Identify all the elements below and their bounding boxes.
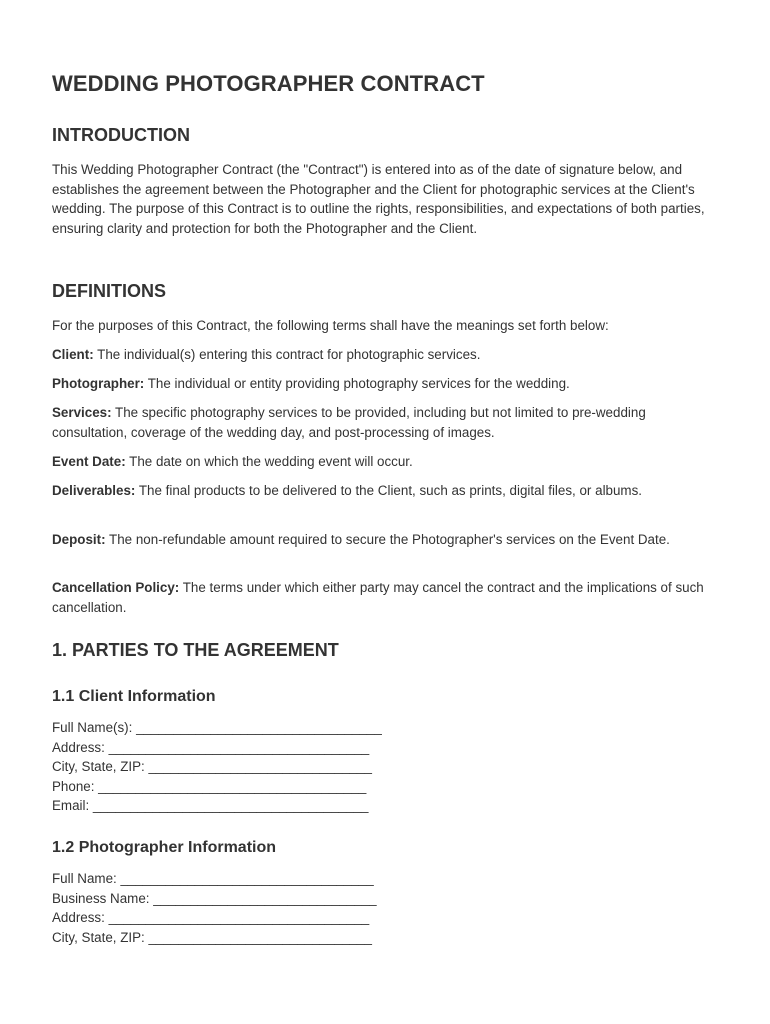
photographer-city-state-zip-field: City, State, ZIP: ______________________________ [52,930,372,945]
definition-client [52,345,720,365]
definition-photographer [52,374,720,394]
definition-text: The non-refundable amount required to secure the Photographer's services on the Event Date. [105,532,670,547]
definition-term: Services: [52,405,112,420]
document-title: WEDDING PHOTOGRAPHER CONTRACT [52,71,485,96]
definitions-heading: DEFINITIONS [52,281,167,301]
photographer-information-heading: 1.2 Photographer Information [52,839,277,856]
definitions-intro: For the purposes of this Contract, the following terms shall have the meanings set forth below: [52,318,609,333]
definition-cancellation-policy [52,578,720,617]
introduction-heading: INTRODUCTION [52,125,190,145]
definition-term: Event Date: [52,454,126,469]
client-address-field: Address: ___________________________________ [52,740,370,755]
definition-text: The specific photography services to be provided, including but not limited to pre-wedding consultation, coverage of the wedding day, and post-processing of images. [52,405,646,440]
definition-services [52,403,720,442]
definition-term: Cancellation Policy: [52,580,180,595]
photographer-address-field: Address: ___________________________________ [52,910,370,925]
definition-text: The terms under which either party may cancel the contract and the implications of such cancellation. [52,580,704,615]
parties-heading: 1. PARTIES TO THE AGREEMENT [52,640,339,660]
definition-deposit [52,530,720,550]
photographer-business-name-field: Business Name: ______________________________ [52,891,377,906]
definition-text: The individual or entity providing photography services for the wedding. [144,376,570,391]
definition-term: Client: [52,347,94,362]
definition-deliverables [52,481,720,501]
client-phone-field: Phone: ____________________________________ [52,779,367,794]
definition-event-date [52,452,720,472]
client-email-field: Email: _____________________________________ [52,798,369,813]
photographer-full-name-field: Full Name: __________________________________ [52,871,374,886]
introduction-paragraph: This Wedding Photographer Contract (the "Contract") is entered into as of the date of signature below, and establishes the agreement between the Photographer and the Client for photographic services at the Client's wedding. The purpose of this Contract is to outline the rights, responsibilities, and expectations of both parties, ensuring clarity and protection for both the Photographer and the Client. [52,162,705,236]
definition-text: The date on which the wedding event will occur. [125,454,413,469]
client-city-state-zip-field: City, State, ZIP: ______________________________ [52,759,372,774]
definition-term: Deliverables: [52,483,136,498]
definition-term: Photographer: [52,376,145,391]
definition-term: Deposit: [52,532,106,547]
client-information-heading: 1.1 Client Information [52,688,216,705]
definition-text: The final products to be delivered to the Client, such as prints, digital files, or albums. [135,483,643,498]
client-full-name-field: Full Name(s): _________________________________ [52,720,382,735]
definition-text: The individual(s) entering this contract for photographic services. [93,347,481,362]
